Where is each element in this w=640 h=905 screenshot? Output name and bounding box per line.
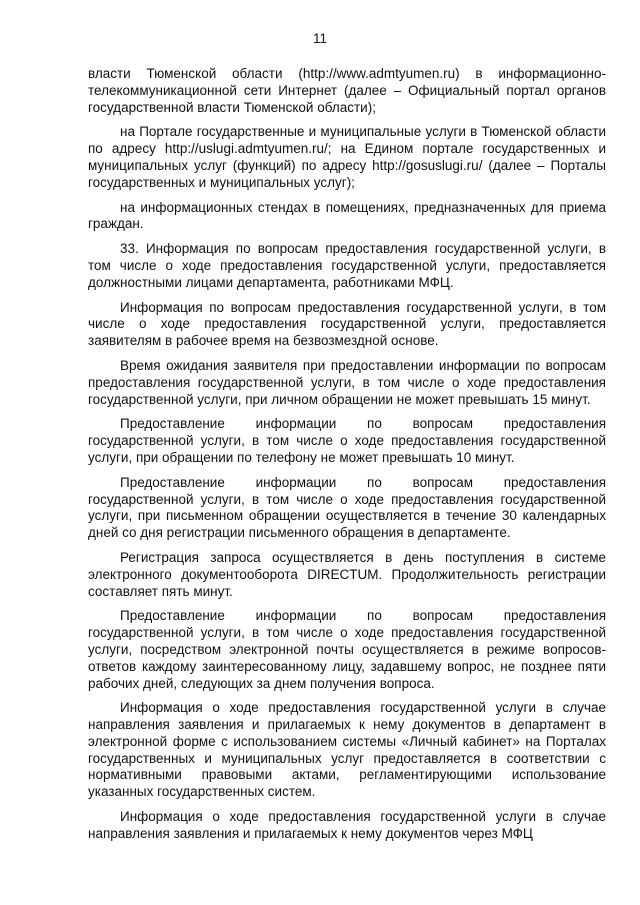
paragraph: Предоставление информации по вопросам предоставления государственной услуги, в том числе о ходе предоставления государственной услуги, при обращении по телефону не может превышать 10 минут.: [88, 416, 606, 465]
paragraph: на Портале государственные и муниципальные услуги в Тюменской области по адресу http://uslugi.admtyumen.ru/; на Едином портале государственных и муниципальных услуг (функций) по адресу http://gosuslugi.ru/ (далее – Порталы государственных и муниципальных услуг);: [88, 124, 606, 190]
paragraph: Информация о ходе предоставления государственной услуги в случае направления заявления и прилагаемых к нему документов через МФЦ: [88, 809, 606, 841]
paragraph: 33. Информация по вопросам предоставления государственной услуги, в том числе о ходе предоставления государственной услуги, предоставляется должностными лицами департамента, работниками МФЦ.: [88, 241, 606, 290]
paragraph: Время ожидания заявителя при предоставлении информации по вопросам предоставления государственной услуги, в том числе о ходе предоставления государственной услуги, при личном обращении не может превышать 15 минут.: [88, 357, 606, 407]
paragraph: Предоставление информации по вопросам предоставления государственной услуги, в том числе о ходе предоставления государственной услуги, при письменном обращении осуществляется в течение 30 календарных дней со дня регистрации письменного обращения в департаменте.: [88, 474, 606, 541]
page-number: 11: [312, 31, 327, 46]
document-body: [88, 66, 606, 843]
paragraph: Предоставление информации по вопросам предоставления государственной услуги, в том числе о ходе предоставления государственной услуги, посредством электронной почты осуществляется в режиме вопросов-ответов каждому заинтересованному лицу, задавшему вопрос, не позднее пяти рабочих дней, следующих за днем получения вопроса.: [88, 608, 606, 691]
paragraph: власти Тюменской области (http://www.admtyumen.ru) в информационно-телекоммуникационной сети Интернет (далее – Официальный портал органов государственной власти Тюменской области);: [88, 66, 606, 115]
paragraph: Информация по вопросам предоставления государственной услуги, в том числе о ходе предоставления государственной услуги, предоставляется заявителям в рабочее время на безвозмездной основе.: [88, 299, 606, 349]
paragraph: Информация о ходе предоставления государственной услуги в случае направления заявления и прилагаемых к нему документов в департамент в электронной форме с использованием системы «Личный кабинет» на Порталах государственных и муниципальных услуг предоставляется в соответствии с нормативными правовыми актами, регламентирующими использование указанных государственных систем.: [88, 700, 606, 800]
paragraph: на информационных стендах в помещениях, предназначенных для приема граждан.: [88, 199, 606, 232]
paragraph: Регистрация запроса осуществляется в день поступления в системе электронного документооборота DIRECTUM. Продолжительность регистрации составляет пять минут.: [88, 549, 606, 599]
